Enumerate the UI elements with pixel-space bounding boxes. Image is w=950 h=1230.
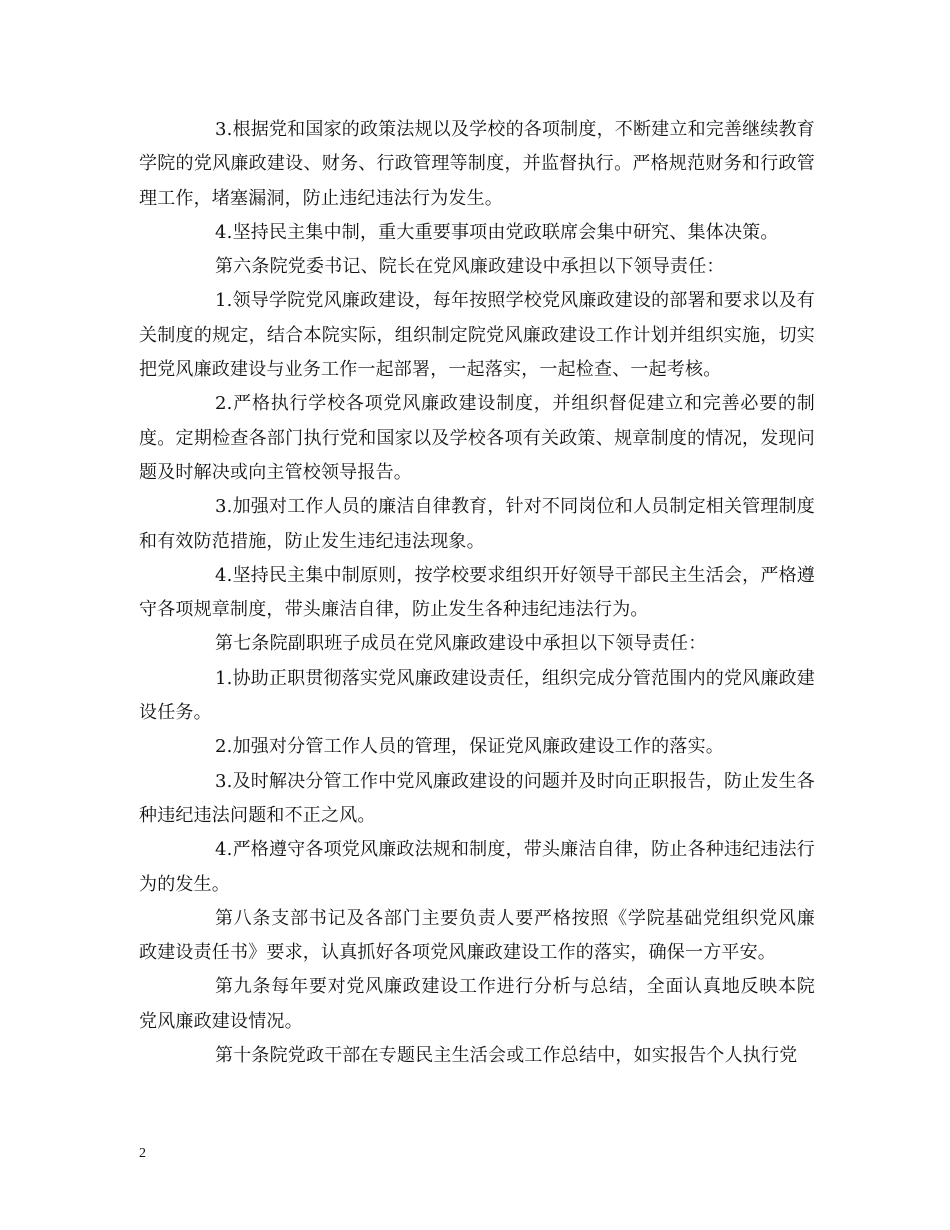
article-8-paragraph: 第八条支部书记及各部门主要负责人要严格按照《学院基础党组织党风廉政建设责任书》要求，认真抓好各项党风廉政建设工作的落实，确保一方平安。	[139, 907, 815, 964]
paragraph-article-6-item-2: 2.严格执行学校各项党风廉政建设制度，并组织督促建立和完善必要的制度。定期检查各部门执行党和国家以及学校各项有关政策、规章制度的情况，发现问题及时解决或向主管校领导报告。	[139, 393, 815, 483]
paragraph-article-6-item-4: 4.坚持民主集中制原则，按学校要求组织开好领导干部民主生活会，严格遵守各项规章制度，带头廉洁自律，防止发生各种违纪违法行为。	[139, 564, 815, 621]
paragraph-article-7-item-2: 2.加强对分管工作人员的管理，保证党风廉政建设工作的落实。	[215, 736, 724, 758]
page-number: 2	[139, 1146, 146, 1161]
paragraph-item-4-democratic-centralism: 4.坚持民主集中制，重大重要事项由党政联席会集中研究、集体决策。	[215, 221, 779, 243]
article-6-heading: 第六条院党委书记、院长在党风廉政建设中承担以下领导责任：	[215, 256, 725, 278]
paragraph-article-7-item-4: 4.严格遵守各项党风廉政法规和制度，带头廉洁自律，防止各种违纪违法行为的发生。	[139, 839, 815, 895]
article-7-heading: 第七条院副职班子成员在党风廉政建设中承担以下领导责任：	[215, 633, 707, 655]
paragraph-item-3-system-building: 3.根据党和国家的政策法规以及学校的各项制度，不断建立和完善继续教育学院的党风廉政建设、财务、行政管理等制度，并监督执行。严格规范财务和行政管理工作，堵塞漏洞，防止违纪违法行为发生。	[139, 119, 815, 209]
paragraph-article-6-item-3: 3.加强对工作人员的廉洁自律教育，针对不同岗位和人员制定相关管理制度和有效防范措施，防止发生违纪违法现象。	[139, 496, 815, 552]
article-10-paragraph: 第十条院党政干部在专题民主生活会或工作总结中，如实报告个人执行党	[215, 1045, 798, 1067]
article-9-paragraph: 第九条每年要对党风廉政建设工作进行分析与总结，全面认真地反映本院党风廉政建设情况。	[139, 976, 815, 1032]
paragraph-article-6-item-1: 1.领导学院党风廉政建设，每年按照学校党风廉政建设的部署和要求以及有关制度的规定，结合本院实际，组织制定院党风廉政建设工作计划并组织实施，切实把党风廉政建设与业务工作一起部署，一起落实，一起检查、一起考核。	[139, 290, 815, 381]
paragraph-article-7-item-3: 3.及时解决分管工作中党风廉政建设的问题并及时向正职报告，防止发生各种违纪违法问题和不正之风。	[139, 770, 815, 826]
paragraph-article-7-item-1: 1.协助正职贯彻落实党风廉政建设责任，组织完成分管范围内的党风廉政建设任务。	[139, 667, 815, 724]
document-body	[139, 113, 815, 1073]
